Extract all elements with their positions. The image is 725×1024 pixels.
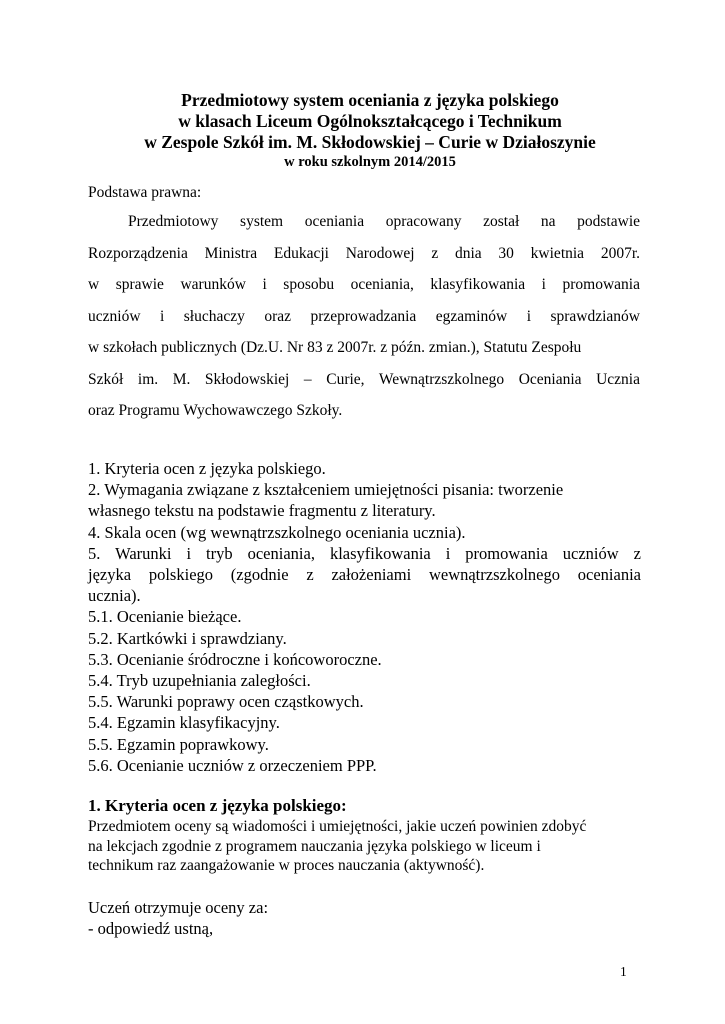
section-line: technikum raz zaangażowanie w proces nauczania (aktywność). [88, 857, 485, 874]
section-body [88, 817, 648, 876]
grades-item: - odpowiedź ustną, [88, 919, 214, 938]
paragraph-line: w sprawie warunków i sposobu oceniania, klasyfikowania i promowania [88, 276, 640, 293]
section-heading: 1. Kryteria ocen z języka polskiego: [88, 796, 347, 815]
contents-item: 5.1. Ocenianie bieżące. [88, 607, 242, 627]
contents-item: 5.5. Egzamin poprawkowy. [88, 734, 269, 754]
paragraph-line: uczniów i słuchaczy oraz przeprowadzania egzaminów i sprawdzianów [88, 307, 640, 325]
paragraph-line: Szkół im. M. Skłodowskiej – Curie, Wewnątrzszkolnego Oceniania Ucznia [88, 370, 640, 388]
contents-item: 2. Wymagania związane z kształceniem umiejętności pisania: tworzenie [88, 480, 564, 500]
contents-list [88, 458, 641, 776]
grades-intro: Uczeń otrzymuje oceny za: [88, 898, 269, 917]
contents-item: 4. Skala ocen (wg wewnątrzszkolnego oceniania ucznia). [88, 522, 466, 542]
paragraph-line: Przedmiotowy system oceniania opracowany został na podstawie [128, 213, 640, 230]
page-number: 1 [620, 964, 627, 979]
contents-item: 1. Kryteria ocen z języka polskiego. [88, 459, 326, 478]
title-line: Przedmiotowy system oceniania z języka polskiego [181, 90, 559, 110]
contents-item: 5.4. Tryb uzupełniania zaległości. [88, 671, 311, 691]
title-line: w Zespole Szkół im. M. Skłodowskiej – Curie w Działoszynie [144, 132, 596, 152]
contents-item: ucznia). [88, 586, 141, 606]
contents-item: 5.5. Warunki poprawy ocen cząstkowych. [88, 692, 364, 712]
contents-item: 5.4. Egzamin klasyfikacyjny. [88, 713, 280, 733]
contents-item: 5.3. Ocenianie śródroczne i końcoworoczne. [88, 649, 382, 669]
paragraph-line: oraz Programu Wychowawczego Szkoły. [88, 402, 343, 419]
contents-item: własnego tekstu na podstawie fragmentu z literatury. [88, 501, 436, 521]
legal-basis-paragraph [88, 206, 640, 427]
grades-list [88, 897, 268, 939]
paragraph-line: Rozporządzenia Ministra Edukacji Narodowej z dnia 30 kwietnia 2007r. [88, 244, 640, 262]
paragraph-line: w szkołach publicznych (Dz.U. Nr 83 z 2007r. z późn. zmian.), Statutu Zespołu [88, 339, 582, 356]
contents-item: języka polskiego (zgodnie z założeniami wewnątrzszkolnego oceniania [88, 565, 641, 585]
title-line: w klasach Liceum Ogólnokształcącego i Technikum [178, 111, 562, 131]
document-title [60, 90, 680, 171]
section-line: Przedmiotem oceny są wiadomości i umiejętności, jakie uczeń powinien zdobyć [88, 818, 587, 835]
contents-item: 5. Warunki i tryb oceniania, klasyfikowania i promowania uczniów z [88, 543, 641, 563]
contents-item: 5.2. Kartkówki i sprawdziany. [88, 628, 287, 648]
section-line: na lekcjach zgodnie z programem nauczania języka polskiego w liceum i [88, 837, 541, 855]
school-year: w roku szkolnym 2014/2015 [284, 154, 456, 170]
legal-basis-label: Podstawa prawna: [88, 184, 202, 201]
contents-item: 5.6. Ocenianie uczniów z orzeczeniem PPP. [88, 755, 377, 775]
